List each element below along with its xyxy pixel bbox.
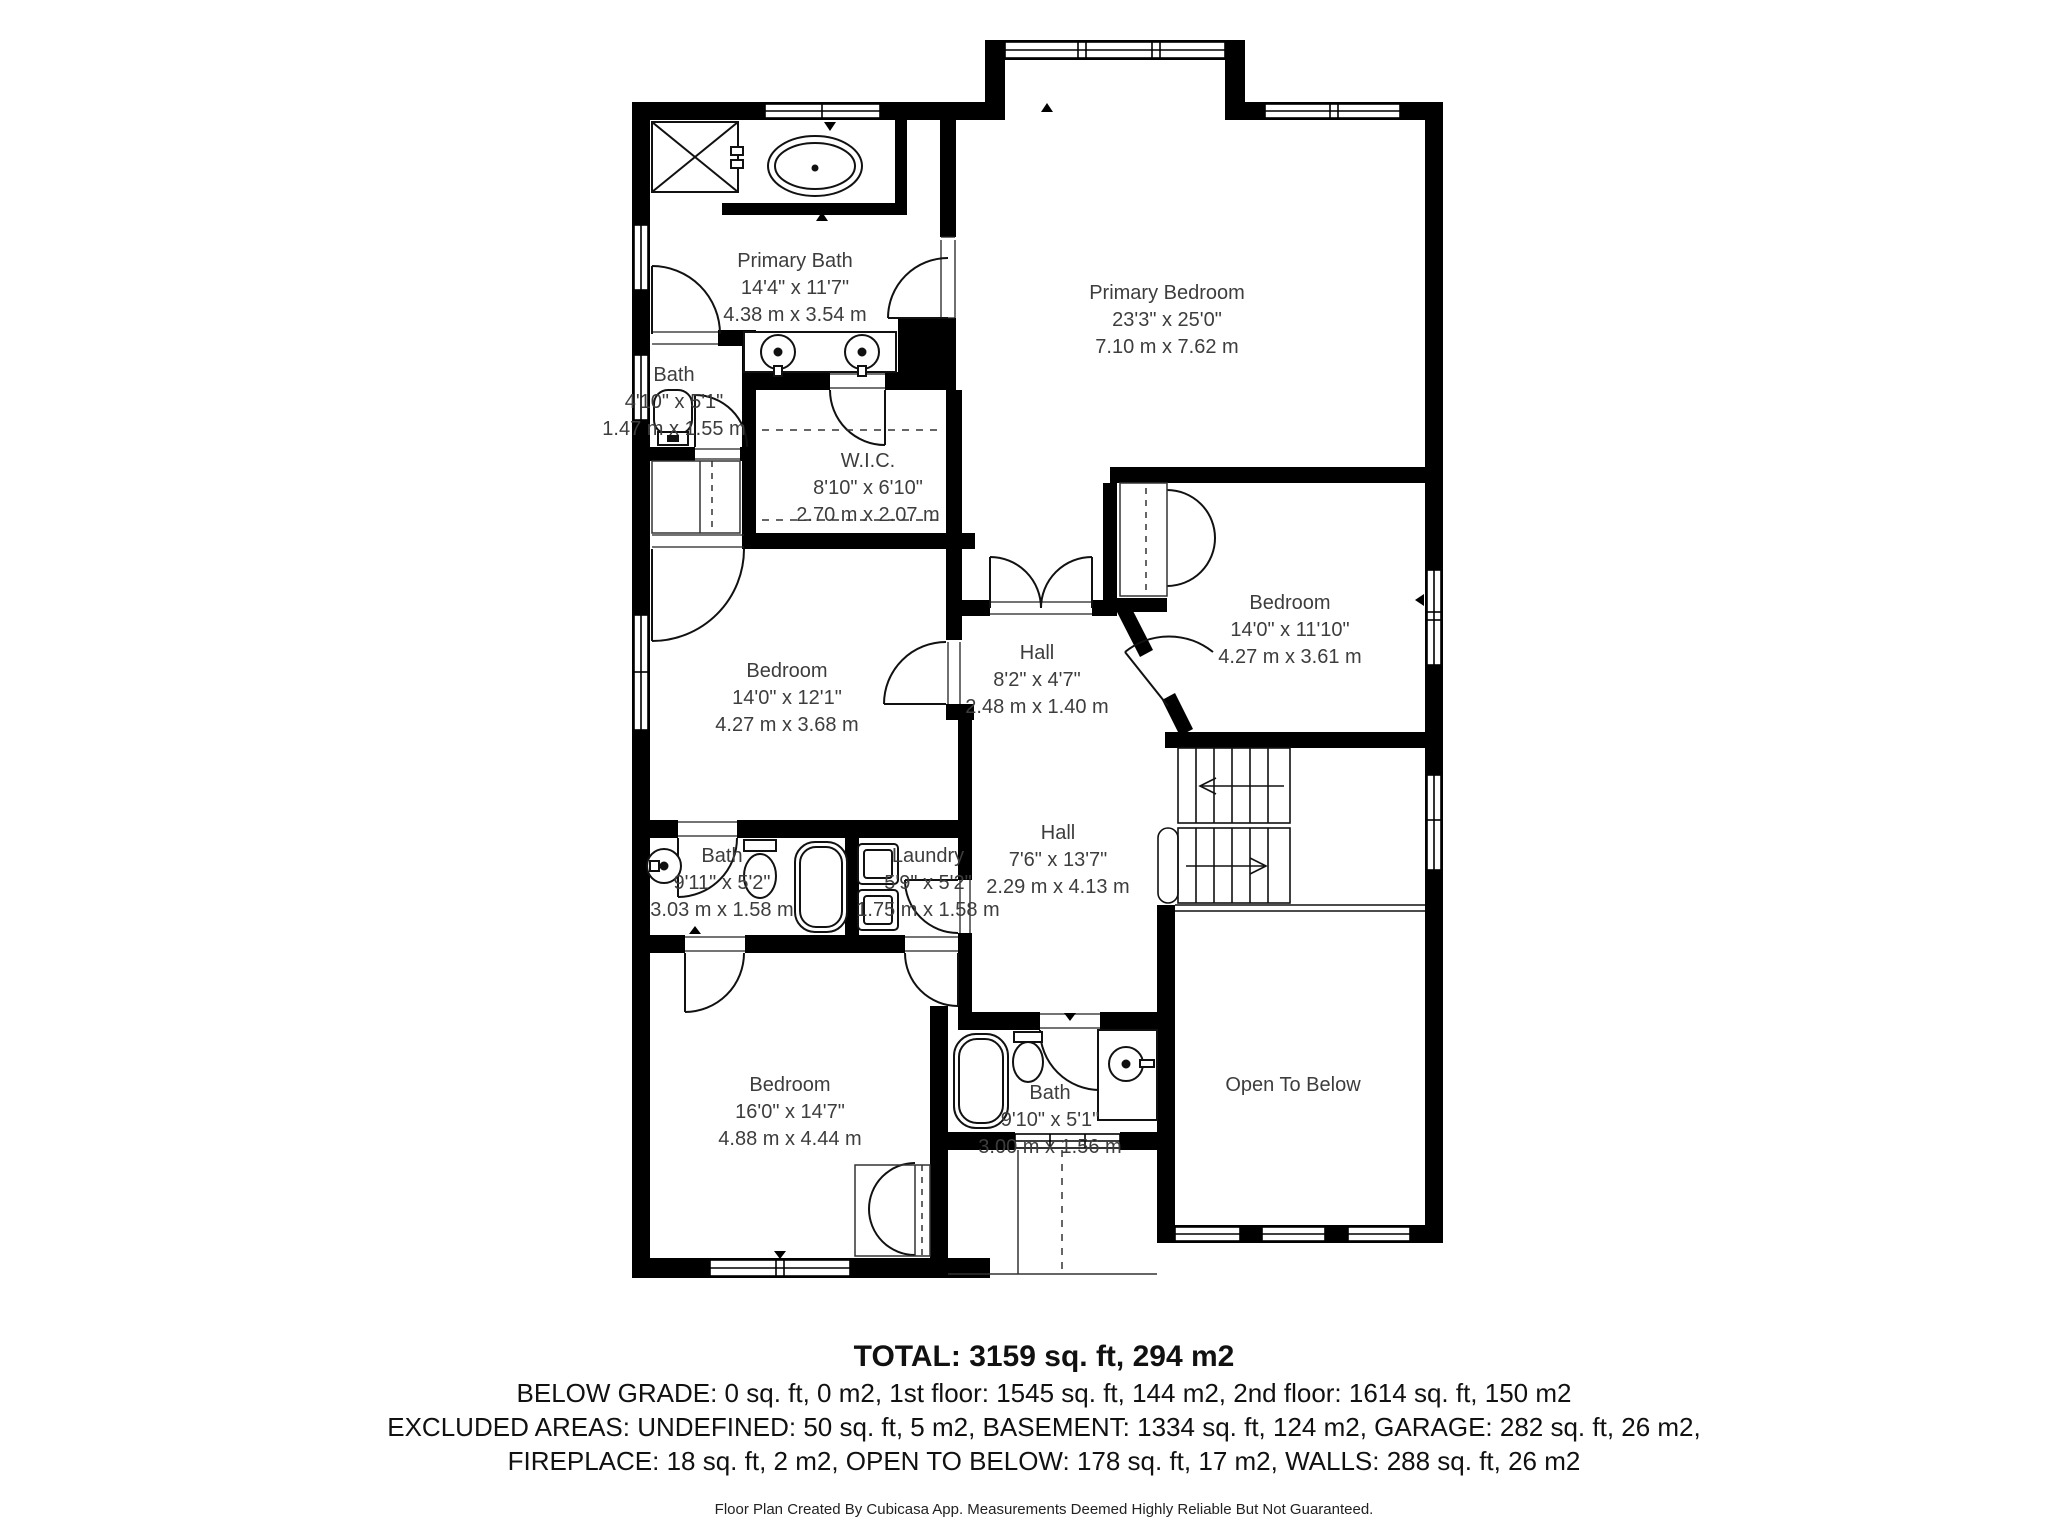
room-dim-m: 4.38 m x 3.54 m — [723, 304, 867, 326]
footer-credit: Floor Plan Created By Cubicasa App. Measurements Deemed Highly Reliable But Not Guaranteed. — [714, 1501, 1374, 1518]
room-name: Hall — [1040, 822, 1076, 844]
door-icon — [888, 258, 948, 318]
summary-line-excluded: EXCLUDED AREAS: UNDEFINED: 50 sq. ft, 5 m2, BASEMENT: 1334 sq. ft, 124 m2, GARAGE: 282 sq. ft, 26 m2, — [387, 1412, 1701, 1442]
window-icon — [710, 1260, 850, 1276]
room-dim-m: 4.27 m x 3.68 m — [715, 714, 859, 736]
room-name: Bath — [653, 364, 695, 386]
bifold-door-icon — [1167, 490, 1215, 586]
room-dim-ft: 9'10" x 5'1" — [1000, 1109, 1100, 1131]
room-dim-ft: 23'3" x 25'0" — [1112, 309, 1222, 331]
door-icon — [905, 953, 958, 1006]
room-dim-m: 1.75 m x 1.58 m — [856, 899, 1000, 921]
door-icon — [1040, 1030, 1100, 1090]
room-dim-m: 2.48 m x 1.40 m — [965, 696, 1109, 718]
window-icon — [1348, 1227, 1410, 1241]
room-name: Bath — [701, 845, 743, 867]
window-icon — [1262, 1227, 1325, 1241]
window-icon — [1015, 1134, 1120, 1148]
bifold-door-icon — [869, 1163, 915, 1255]
door-icon — [678, 838, 737, 897]
walls — [632, 40, 1443, 1278]
door-icon — [685, 953, 744, 1012]
room-dim-m: 3.00 m x 1.56 m — [978, 1136, 1122, 1158]
door-icon — [695, 395, 747, 447]
room-dim-m: 2.70 m x 2.07 m — [796, 504, 940, 526]
sink-icon — [1098, 1030, 1157, 1120]
room-dim-m: 3.03 m x 1.58 m — [650, 899, 794, 921]
door-icon — [905, 880, 958, 933]
dryer-icon — [858, 890, 898, 930]
window-icon — [765, 104, 880, 118]
room-name: Laundry — [891, 845, 965, 867]
stair-arrow-up-icon — [1200, 778, 1284, 794]
shower-icon — [652, 122, 743, 192]
door-icon — [652, 266, 720, 334]
room-dim-m: 1.47 m x 1.55 m — [602, 418, 746, 440]
window-icon — [1427, 775, 1441, 870]
room-dim-ft: 9'11" x 5'2" — [673, 872, 771, 894]
room-dim-m: 7.10 m x 7.62 m — [1095, 336, 1239, 358]
fixtures — [647, 122, 1157, 1128]
area-summary — [20, 1338, 2048, 1520]
room-dim-ft: 4'10" x 5'1" — [624, 391, 724, 413]
room-dim-ft: 8'2" x 4'7" — [993, 669, 1081, 691]
window-icon — [634, 355, 648, 420]
bathtub-icon — [768, 136, 862, 196]
windows — [634, 42, 1441, 1276]
room-name: Bedroom — [746, 660, 828, 682]
stair-arrow-down-icon — [1186, 858, 1266, 874]
bathtub-icon — [954, 1034, 1008, 1128]
room-name: Bath — [1029, 1082, 1071, 1104]
room-dim-ft: 7'6" x 13'7" — [1008, 849, 1108, 871]
room-name: Bedroom — [1249, 592, 1331, 614]
room-dim-ft: 5'9" x 5'2" — [884, 872, 972, 894]
bathtub-icon — [795, 842, 847, 932]
window-icon — [634, 615, 648, 730]
window-icon — [1427, 570, 1441, 665]
sink-icon — [647, 849, 681, 883]
stairs — [1158, 748, 1425, 911]
room-name: Hall — [1019, 642, 1055, 664]
room-dim-ft: 16'0" x 14'7" — [735, 1101, 845, 1123]
room-name: Primary Bedroom — [1089, 282, 1245, 304]
door-icon — [652, 549, 744, 641]
window-icon — [634, 225, 648, 290]
room-dim-m: 4.27 m x 3.61 m — [1218, 646, 1362, 668]
room-dim-ft: 8'10" x 6'10" — [813, 477, 923, 499]
room-dim-ft: 14'0" x 11'10" — [1230, 619, 1350, 641]
total-area-text: TOTAL: 3159 sq. ft, 294 m2 — [853, 1340, 1235, 1373]
toilet-icon — [744, 840, 776, 898]
room-dim-ft: 14'0" x 12'1" — [732, 687, 842, 709]
washer-icon — [858, 844, 898, 884]
door-icon — [884, 642, 946, 704]
window-icon — [1265, 104, 1400, 118]
summary-line-floors: BELOW GRADE: 0 sq. ft, 0 m2, 1st floor: 1545 sq. ft, 144 m2, 2nd floor: 1614 sq. ft, 150 m2 — [516, 1378, 1572, 1408]
door-icon — [830, 390, 885, 445]
room-name: Bedroom — [749, 1074, 831, 1096]
room-name: Open To Below — [1225, 1074, 1361, 1096]
summary-line-fireplace: FIREPLACE: 18 sq. ft, 2 m2, OPEN TO BELOW: 178 sq. ft, 17 m2, WALLS: 288 sq. ft, 26 m2 — [507, 1446, 1581, 1476]
room-name: Primary Bath — [737, 250, 853, 272]
toilet-icon — [654, 390, 692, 445]
toilet-icon — [1013, 1032, 1043, 1082]
double-door-icon — [990, 557, 1092, 608]
room-dim-ft: 14'4" x 11'7" — [740, 277, 850, 299]
wall-markers — [689, 103, 1424, 1259]
room-name: W.I.C. — [840, 450, 896, 472]
window-icon — [1175, 1227, 1240, 1241]
window-icon — [1005, 42, 1225, 58]
room-dim-m: 4.88 m x 4.44 m — [718, 1128, 862, 1150]
room-dim-m: 2.29 m x 4.13 m — [986, 876, 1130, 898]
vanity-sink-icon — [744, 332, 896, 376]
